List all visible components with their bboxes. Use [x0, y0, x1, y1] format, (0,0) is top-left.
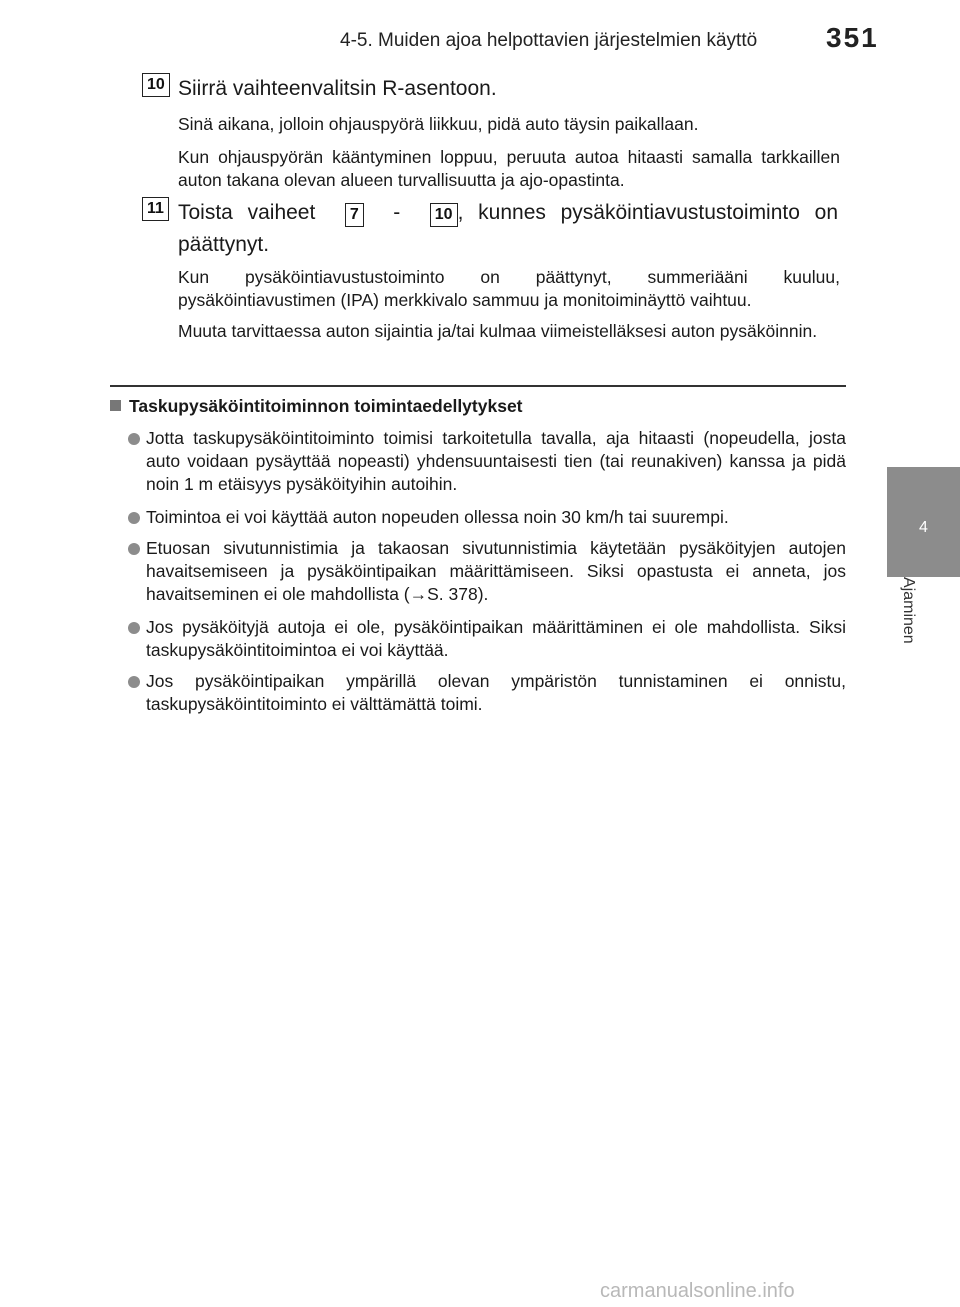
section-title: 4-5. Muiden ajoa helpottavien järjestelmien käyttö: [340, 30, 758, 51]
step-title: Siirrä vaihteenvalitsin R-asentoon.: [178, 77, 497, 100]
step-title-tail: , kunnes pysäköintiavustustoiminto on päättynyt.: [178, 201, 839, 256]
bullet-dot-icon: [128, 622, 140, 634]
list-item-text: Jos pysäköityjä autoja ei ole, pysäköintipaikan määrittäminen ei ole mahdollista. Siksi taskupysäköintitoimintoa ei voi käyttää.: [146, 617, 846, 660]
step-paragraph: Kun pysäköintiavustustoiminto on päättynyt, summeriääni kuuluu, pysäköintiavustimen (IPA) merkkivalo sammuu ja monitoiminäyttö vaihtuu.: [178, 267, 840, 310]
step-paragraph: Sinä aikana, jolloin ohjauspyörä liikkuu, pidä auto täysin paikallaan.: [178, 114, 699, 134]
step-number-badge: 10: [142, 73, 170, 97]
bullet-dot-icon: [128, 512, 140, 524]
section-heading: [110, 396, 523, 417]
step-title-text: Toista vaiheet: [178, 201, 316, 224]
chapter-tab: [887, 467, 960, 577]
page-number: 351: [826, 22, 879, 53]
list-item-text: Etuosan sivutunnistimia ja takaosan sivutunnistimia käytetään pysäköityjen autojen havaitsemiseen ja pysäköintipaikan määrittämiseen. Siksi opastusta ei anneta, jos havaitseminen ei ole mahdollista (→S. 378).: [146, 538, 846, 604]
page-header: [0, 0, 960, 60]
step-number-badge: 11: [142, 197, 169, 221]
step-title-dash: -: [393, 201, 401, 224]
watermark: carmanualsonline.info: [600, 1280, 795, 1302]
section-divider: [110, 385, 846, 387]
bullet-dot-icon: [128, 433, 140, 445]
chapter-number: 4: [919, 519, 928, 536]
step-ref-7: 7: [345, 203, 364, 227]
list-item-text: Jotta taskupysäköintitoiminto toimisi tarkoitetulla tavalla, aja hitaasti (nopeudella, josta auto voidaan pysäyttää nopeasti) yhdensuuntaisesti tien (tai reunakiven) kanssa ja pidä noin 1 m etäisyys pysäköityihin autoihin.: [146, 428, 846, 494]
step-paragraph: Kun ohjauspyörän kääntyminen loppuu, peruuta autoa hitaasti samalla tarkkaillen auton takana olevan alueen turvallisuutta ja ajo-opastinta.: [178, 147, 840, 190]
square-bullet-icon: [110, 400, 121, 411]
list-item-text: Toimintoa ei voi käyttää auton nopeuden ollessa noin 30 km/h tai suurempi.: [146, 507, 729, 527]
bullet-dot-icon: [128, 543, 140, 555]
step-paragraph: Muuta tarvittaessa auton sijaintia ja/tai kulmaa viimeistelläksesi auton pysäköinnin.: [178, 321, 818, 341]
step-ref-10: 10: [430, 203, 458, 227]
list-item-text: Jos pysäköintipaikan ympärillä olevan ympäristön tunnistaminen ei onnistu, taskupysäköintitoiminto ei välttämättä toimi.: [146, 671, 846, 714]
bullet-dot-icon: [128, 676, 140, 688]
section-heading-text: Taskupysäköintitoiminnon toimintaedellytykset: [129, 396, 523, 416]
chapter-label: Ajaminen: [900, 577, 917, 644]
step-title-line1: [178, 197, 838, 261]
